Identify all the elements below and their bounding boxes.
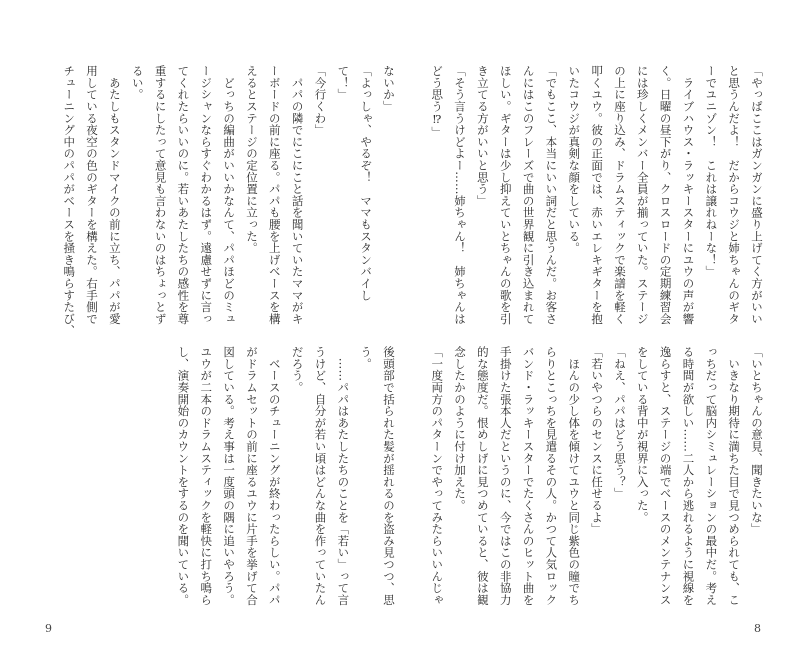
text-line: し、演奏開始のカウントをするのを聞いている。 [176, 346, 191, 606]
page-number-right: 8 [754, 622, 761, 635]
text-line: 「若いやつらのセンスに任せるよ」 [590, 346, 605, 535]
text-line: ージシャンならすぐわかるはず。遠慮せずに言っ [199, 65, 214, 325]
text-line: 「でもここ、本当にいい詞だと思うんだ。お客さ [544, 65, 559, 325]
text-line: バンド・ラッキースターでたくさんのヒット曲を [521, 346, 536, 606]
text-line: 逸らすと、ステージの端でベースのメンテナンス [658, 346, 673, 606]
left-page-top-tier [57, 65, 400, 337]
text-line: ……パパはあたしたちのことを「若い」って言 [336, 346, 351, 606]
text-line: 「今行くわ」 [313, 65, 328, 136]
text-line: どう思う⁉」 [430, 65, 445, 139]
text-line: 「よっしゃ、やるぞ！ ママもスタンバイし [359, 65, 374, 301]
text-line: ーでユニゾン！ これは譲れねーな！」 [704, 65, 719, 278]
text-line: ほんの少し体を傾けてユウと同じ紫色の瞳でち [567, 346, 582, 606]
text-line: ライブハウス・ラッキースターにユウの声が響 [681, 65, 696, 325]
text-line: てくれたらいいのに。若いあたしたちの感性を尊 [176, 65, 191, 325]
text-line: 重するにしたって意見も言わないのはちょっとず [153, 65, 168, 325]
text-line: 後頭部で括られた髪が揺れるのを盗み見つつ、思 [382, 346, 396, 606]
right-page-bottom-tier [425, 346, 768, 610]
text-line: パパの隣でにこにこと話を聞いていたママがキ [290, 65, 305, 325]
text-line: き立てる方がいいと思う」 [475, 65, 490, 207]
text-line: 叩くユウ。彼の正面では、赤いエレキギターを抱 [590, 65, 605, 325]
text-line: 「一度両方のパターンでやってみたらいいんじゃ [430, 346, 445, 606]
text-line: いたコウジが真剣な顔をしている。 [567, 65, 582, 254]
text-line: て！」 [336, 65, 351, 101]
text-line: だろう。 [290, 346, 305, 394]
text-line: ベースのチューニングが終わったらしい。パパ [267, 346, 282, 606]
text-line: をしている背中が視界に入った。 [635, 346, 650, 523]
text-line: がドラムセットの前に座るユウに片手を挙げて合 [244, 346, 259, 606]
text-line: ーボードの前に座る。パパも腰を上げベースを構 [267, 65, 282, 325]
text-line: チューニング中のパパがベースを掻き鳴らすたび、 [62, 65, 77, 337]
text-line: 「いとちゃんの意見、聞きたいな」 [750, 346, 764, 535]
text-line: うけど、自分が若い頃はどんな曲を作っていたん [313, 346, 328, 606]
text-line: 「そう言うけどよー……姉ちゃん！ 姉ちゃんは [453, 65, 468, 325]
text-line: んにはこのフレーズで曲の世界観に引き込まれて [521, 65, 536, 325]
text-line: 念したかのように付け加えた。 [453, 346, 468, 512]
text-line: 「やっぱここはガンガンに盛り上げてく方がいい [750, 65, 764, 325]
text-line: う。 [359, 346, 374, 370]
left-page-bottom-tier [172, 346, 400, 610]
text-line: あたしもスタンドマイクの前に立ち、パパが愛 [107, 65, 122, 325]
text-line: には珍しくメンバー全員が揃っていた。ステージ [635, 65, 650, 325]
text-line: ないか」 [382, 65, 396, 113]
text-line: るい。 [130, 65, 145, 101]
text-line: ユウが二本のドラムスティックを軽快に打ち鳴ら [199, 346, 214, 606]
page-number-left: 9 [45, 622, 52, 635]
text-line: る時間が欲しい……二人から逃れるように視線を [681, 346, 696, 606]
text-line: いきなり期待に満ちた目で見つめられても、こ [727, 346, 742, 606]
text-line: らりとこっちを見遣るその人。かつて人気ロック [544, 346, 559, 606]
text-line: えるとステージの定位置に立った。 [244, 65, 259, 254]
text-line: 用している夜空の色のギターを構えた。右手側で [85, 65, 100, 325]
text-line: く。日曜の昼下がり、クロスロードの定期練習会 [658, 65, 673, 325]
text-line: の上に座り込み、ドラムスティックで楽譜を軽く [612, 65, 627, 325]
text-line: 手掛けた張本人だというのに、今ではこの非協力 [498, 346, 513, 606]
text-line: と思うんだよ！ だからコウジと姉ちゃんのギタ [727, 65, 742, 325]
right-page-top-tier [425, 65, 768, 329]
text-line: 「ねえ、パパはどう思う？」 [612, 346, 627, 500]
text-line: 図している。考え事は一度頭の隅に追いやろう。 [222, 346, 237, 606]
text-line: っちだって脳内シミュレーションの最中だ。考え [704, 346, 719, 606]
text-line: どっちの編曲がいいかなんて、パパほどのミュ [222, 65, 237, 325]
text-line: 的な態度だ。恨めしげに見つめていると、彼は観 [475, 346, 490, 606]
text-line: ほしい。ギターは少し抑えていとちゃんの歌を引 [498, 65, 513, 325]
